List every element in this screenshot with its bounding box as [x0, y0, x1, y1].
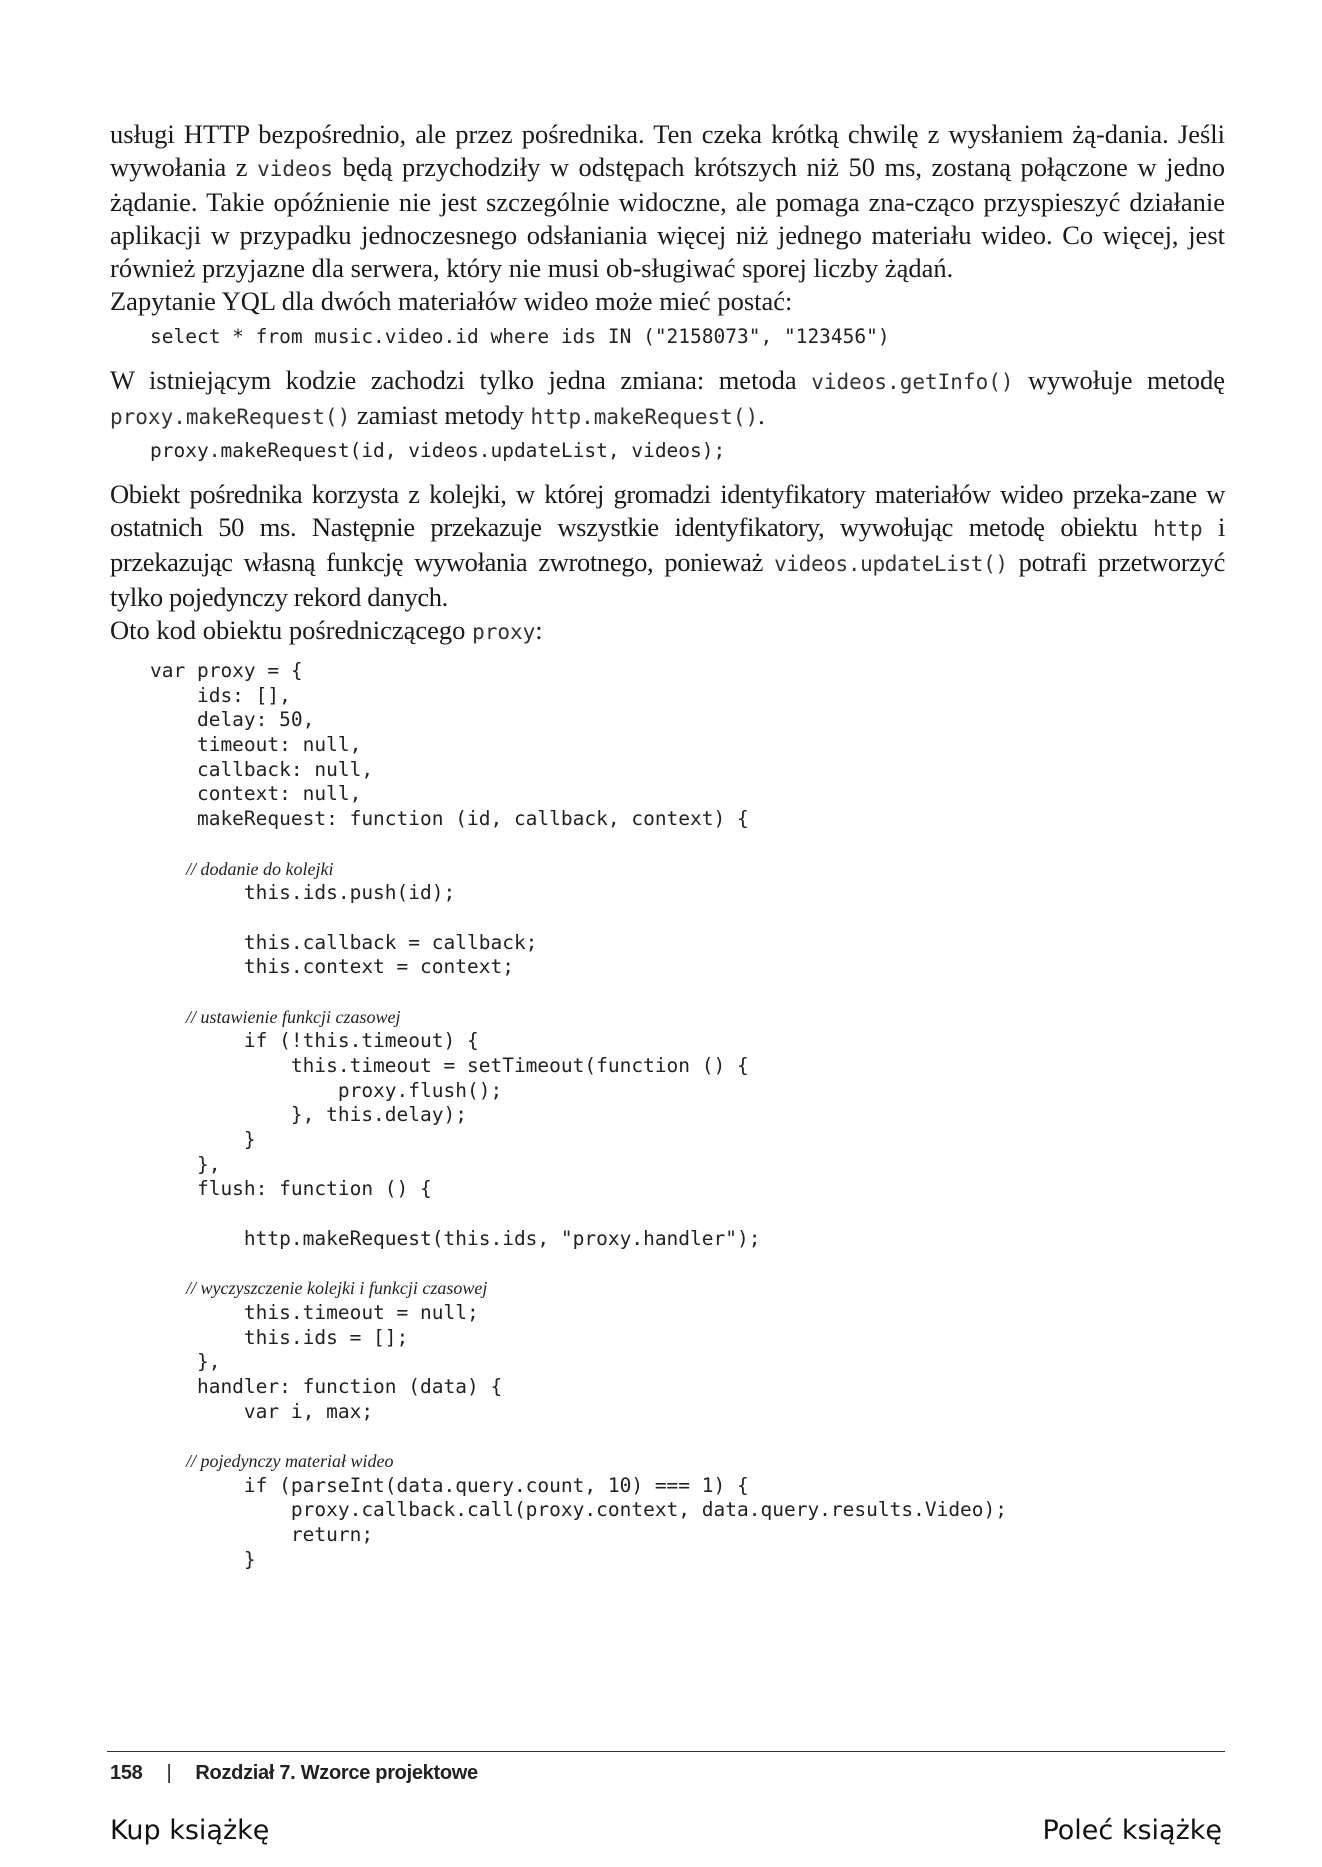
paragraph-text: W istniejącym kodzie zachodzi tylko jedna zmiana: metoda [110, 365, 812, 395]
recommend-book-link[interactable]: Poleć książkę [1042, 1815, 1222, 1846]
code-line: } [150, 1547, 256, 1571]
code-line: this.callback = callback; [150, 930, 538, 954]
inline-code: proxy [472, 620, 536, 644]
code-line: var i, max; [150, 1399, 374, 1423]
page-number: 158 [110, 1762, 143, 1784]
paragraph-proxy-description [110, 478, 1225, 614]
code-line: flush: function () { [150, 1177, 432, 1201]
code-comment: // wyczyszczenie kolejki i funkcji czasowej [150, 1278, 488, 1299]
code-blank-line [150, 1252, 1225, 1277]
paragraph-text: : [535, 615, 543, 645]
code-snippet-proxy-call: proxy.makeRequest(id, videos.updateList, videos); [150, 439, 726, 462]
code-line: }, [150, 1350, 221, 1374]
code-comment: // dodanie do kolejki [150, 858, 334, 879]
code-line: this.ids.push(id); [150, 881, 456, 905]
code-listing-proxy [150, 659, 1225, 1572]
code-line: context: null, [150, 782, 362, 806]
chapter-title: Rozdział 7. Wzorce projektowe [195, 1762, 478, 1784]
paragraph-proxy-intro [110, 614, 1225, 649]
buy-book-link[interactable]: Kup książkę [110, 1815, 270, 1846]
inline-code: proxy.makeRequest() [110, 405, 351, 429]
code-line: ids: [], [150, 683, 291, 707]
code-blank-line [150, 832, 1225, 857]
inline-code: videos.updateList() [774, 552, 1008, 576]
inline-code: videos.getInfo() [811, 370, 1014, 394]
inline-code: http.makeRequest() [530, 405, 759, 429]
code-snippet-yql: select * from music.video.id where ids IN ("2158073", "123456") [150, 325, 890, 348]
code-line: proxy.flush(); [150, 1078, 503, 1102]
code-line: this.timeout = null; [150, 1300, 479, 1324]
paragraph-text: Obiekt pośrednika korzysta z kolejki, w której gromadzi identyfikatory materiałów wideo przeka-zane w ostatnich 50 ms. Następnie przekazuje wszystkie identyfikatory, wywołując metodę obiektu [110, 479, 1225, 542]
paragraph-text: Oto kod obiektu pośredniczącego [110, 615, 473, 645]
code-line: }, [150, 1152, 221, 1176]
paragraph-text: potrafi przetworzyć tylko pojedynczy rekord danych. [110, 547, 1225, 612]
code-line: handler: function (data) { [150, 1374, 503, 1398]
code-line: makeRequest: function (id, callback, context) { [150, 807, 749, 831]
code-line: this.context = context; [150, 955, 514, 979]
code-line: if (!this.timeout) { [150, 1029, 479, 1053]
code-line: var proxy = { [150, 659, 303, 682]
paragraph-text: i przekazując własną funkcję wywołania zwrotnego, ponieważ [110, 512, 1225, 577]
paragraph-change [110, 364, 1225, 434]
code-line: } [150, 1128, 256, 1152]
page-content [110, 118, 1225, 1572]
code-line: this.timeout = setTimeout(function () { [150, 1054, 749, 1077]
code-line: }, this.delay); [150, 1103, 467, 1127]
code-line: this.ids = []; [150, 1325, 409, 1349]
code-line: callback: null, [150, 757, 374, 781]
code-line: timeout: null, [150, 733, 362, 757]
paragraph-yql [110, 285, 1225, 318]
code-comment: // pojedynczy materiał wideo [150, 1451, 394, 1471]
paragraph-text: wywołuje metodę [1013, 365, 1226, 395]
code-line: if (parseInt(data.query.count, 10) === 1) { [150, 1473, 749, 1497]
paragraph-text: . [758, 400, 765, 430]
code-line: proxy.callback.call(proxy.context, data.query.results.Video); [150, 1498, 1008, 1522]
inline-code: http [1153, 517, 1203, 541]
page-footer [110, 1762, 478, 1785]
code-blank-line [150, 980, 1225, 1005]
code-line: return; [150, 1523, 374, 1547]
footer-divider [107, 1751, 1225, 1752]
inline-code: videos [257, 157, 333, 181]
code-line: delay: 50, [150, 708, 315, 732]
paragraph-text: będą przychodziły w odstępach krótszych niż 50 ms, zostaną połączone w jedno żądanie. Takie opóźnienie nie jest szczególnie widoczne, ale pomaga zna-cząco przyspieszyć działanie aplikacji w przypadku jednoczesnego odsłaniania więcej niż jednego materiału wideo. Co więcej, jest również przyjazne dla serwera, który nie musi ob-sługiwać sporej liczby żądań. [110, 152, 1225, 283]
footer-separator: | [166, 1762, 172, 1784]
paragraph-intro [110, 118, 1225, 285]
code-blank-line [150, 906, 1225, 931]
paragraph-text: zamiast metody [350, 400, 531, 430]
code-blank-line [150, 1424, 1225, 1449]
code-line: http.makeRequest(this.ids, "proxy.handler"); [150, 1226, 761, 1250]
paragraph-text: Zapytanie YQL dla dwóch materiałów wideo może mieć postać: [110, 286, 793, 316]
code-blank-line [150, 1202, 1225, 1227]
code-comment: // ustawienie funkcji czasowej [150, 1006, 401, 1027]
paragraph-text: usługi HTTP bezpośrednio, ale przez pośrednika. Ten czeka krótką chwilę z wysłaniem żą-dania. Jeśli wywołania z [110, 119, 1225, 182]
